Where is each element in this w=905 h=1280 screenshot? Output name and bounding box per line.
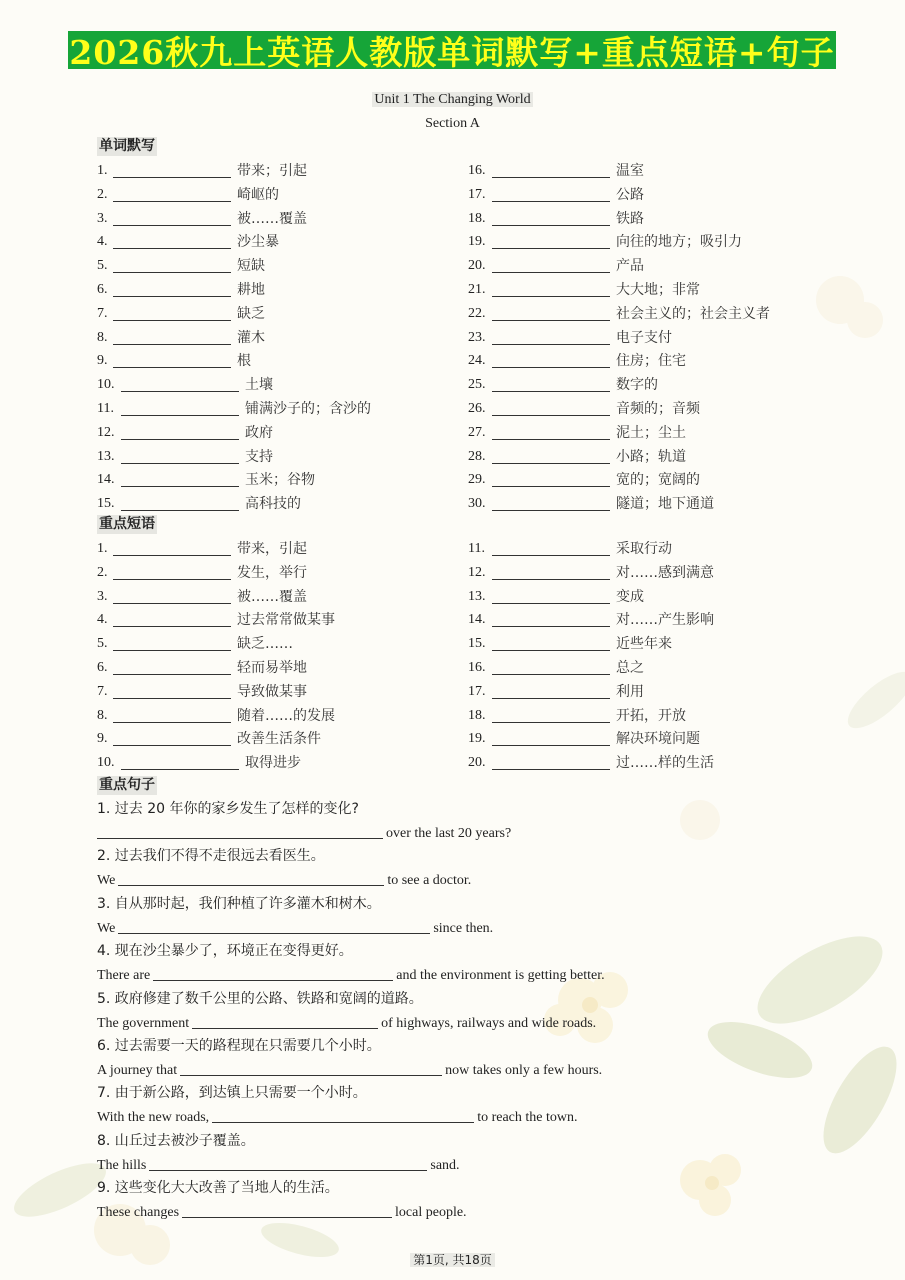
item-number: 14.	[97, 472, 115, 488]
chinese-meaning: 住房；住宅	[616, 353, 686, 370]
vocab-row	[97, 493, 301, 513]
item-number: 7.	[97, 305, 108, 321]
chinese-meaning: 隧道；地下通道	[616, 496, 714, 513]
answer-blank[interactable]	[113, 588, 231, 604]
item-number: 20.	[468, 258, 486, 274]
sentence-blank[interactable]	[212, 1108, 474, 1123]
vocab-row	[468, 609, 714, 629]
item-number: 6.	[97, 282, 108, 297]
vocab-row	[97, 705, 335, 725]
vocab-row	[468, 446, 686, 466]
vocab-row	[468, 350, 686, 370]
item-number: 12.	[97, 424, 115, 440]
section-title: Section A	[425, 116, 480, 131]
answer-blank[interactable]	[121, 448, 239, 464]
answer-blank[interactable]	[492, 281, 610, 297]
item-number: 21.	[468, 282, 486, 297]
vocab-row	[468, 231, 742, 251]
answer-blank[interactable]	[113, 257, 231, 273]
item-number: 8.	[97, 329, 108, 345]
sentence-suffix: since then.	[433, 920, 494, 936]
answer-blank[interactable]	[492, 210, 610, 226]
vocab-row	[468, 160, 644, 180]
item-number: 3.	[97, 588, 108, 604]
answer-blank[interactable]	[121, 376, 239, 392]
item-number: 8.	[97, 707, 108, 723]
item-number: 16.	[468, 163, 486, 178]
chinese-meaning: 取得进步	[245, 755, 301, 772]
chinese-meaning: 随着……的发展	[237, 707, 335, 724]
sentence-prompt	[97, 990, 423, 1009]
sentence-prompt	[97, 895, 381, 914]
answer-blank[interactable]	[492, 471, 610, 487]
chinese-meaning: 崎岖的	[237, 186, 279, 203]
answer-blank[interactable]	[113, 730, 231, 746]
chinese-meaning: 短缺	[237, 258, 265, 275]
item-number: 2.	[97, 564, 108, 580]
sentence-answer-line	[97, 1061, 602, 1080]
sentence-prefix: A journey that	[97, 1063, 178, 1078]
vocab-row	[468, 538, 672, 558]
chinese-meaning: 宽的；宽阔的	[616, 472, 700, 489]
sentence-blank[interactable]	[153, 966, 393, 981]
item-number: 24.	[468, 353, 486, 369]
vocab-row	[468, 184, 644, 204]
answer-blank[interactable]	[113, 635, 231, 651]
sentence-blank[interactable]	[118, 919, 430, 934]
sentence-prefix: There are	[97, 968, 151, 984]
answer-blank[interactable]	[121, 495, 239, 511]
sentence-prefix: These changes	[97, 1205, 180, 1221]
answer-blank[interactable]	[492, 376, 610, 392]
answer-blank[interactable]	[492, 540, 610, 556]
sentence-blank[interactable]	[149, 1156, 427, 1171]
sentences-heading: 重点句子	[99, 777, 155, 793]
vocab-row	[97, 231, 279, 251]
vocab-row	[97, 633, 293, 653]
chinese-meaning: 高科技的	[245, 496, 301, 513]
answer-blank[interactable]	[121, 424, 239, 440]
vocab-row	[468, 469, 700, 489]
sentence-prompt	[97, 1037, 381, 1056]
answer-blank[interactable]	[113, 707, 231, 723]
answer-blank[interactable]	[113, 611, 231, 627]
chinese-meaning: 向往的地方；吸引力	[616, 234, 742, 251]
vocab-row	[468, 657, 644, 677]
item-number: 18.	[468, 707, 486, 723]
item-number: 2.	[97, 186, 108, 202]
answer-blank[interactable]	[492, 233, 610, 249]
answer-blank[interactable]	[492, 564, 610, 580]
chinese-meaning: 数字的	[616, 377, 658, 394]
answer-blank[interactable]	[113, 210, 231, 226]
item-number: 11.	[97, 401, 114, 416]
vocab-row	[97, 184, 279, 204]
sentence-answer-line	[97, 966, 605, 985]
answer-blank[interactable]	[113, 540, 231, 556]
page-footer: 第1页, 共18页	[0, 1251, 905, 1268]
item-number: 13.	[468, 588, 486, 604]
item-number: 13.	[97, 448, 115, 464]
answer-blank[interactable]	[492, 707, 610, 723]
sentence-chinese: 4. 现在沙尘暴少了，环境正在变得更好。	[97, 943, 353, 960]
sentence-suffix: sand.	[430, 1157, 460, 1173]
sentence-blank[interactable]	[180, 1061, 442, 1076]
vocab-row	[97, 374, 273, 394]
sentence-prompt	[97, 1132, 255, 1151]
answer-blank[interactable]	[113, 281, 231, 297]
chinese-meaning: 总之	[616, 660, 644, 676]
answer-blank[interactable]	[113, 564, 231, 580]
item-number: 23.	[468, 329, 486, 345]
answer-blank[interactable]	[492, 329, 610, 345]
answer-blank[interactable]	[492, 659, 610, 675]
sentence-chinese: 8. 山丘过去被沙子覆盖。	[97, 1132, 255, 1149]
answer-blank[interactable]	[121, 400, 239, 416]
item-number: 14.	[468, 612, 486, 628]
vocab-row	[97, 657, 307, 677]
item-number: 11.	[468, 541, 485, 556]
item-number: 4.	[97, 612, 108, 628]
vocab-row	[468, 327, 672, 347]
vocab-row	[97, 728, 321, 748]
chinese-meaning: 支持	[245, 448, 273, 465]
chinese-meaning: 音频的；音频	[616, 401, 700, 417]
answer-blank[interactable]	[492, 588, 610, 604]
sentence-answer-line	[97, 824, 511, 843]
vocab-row	[468, 586, 644, 606]
chinese-meaning: 铺满沙子的；含沙的	[245, 401, 371, 417]
chinese-meaning: 改善生活条件	[237, 731, 321, 748]
chinese-meaning: 公路	[616, 186, 644, 203]
item-number: 6.	[97, 660, 108, 675]
sentence-prompt	[97, 1179, 339, 1198]
sentence-blank[interactable]	[118, 871, 384, 886]
sentence-prefix: The government	[97, 1015, 190, 1031]
vocab-row	[468, 255, 644, 275]
item-number: 15.	[97, 496, 115, 512]
chinese-meaning: 近些年来	[616, 636, 672, 653]
chinese-meaning: 开拓，开放	[616, 707, 686, 724]
vocab-row	[468, 752, 714, 772]
sentence-prompt	[97, 942, 353, 961]
words-heading: 单词默写	[99, 138, 155, 154]
chinese-meaning: 变成	[616, 588, 644, 605]
item-number: 10.	[97, 755, 115, 771]
vocab-row	[97, 208, 307, 228]
vocab-row	[97, 681, 307, 701]
chinese-meaning: 导致做某事	[237, 683, 307, 700]
chinese-meaning: 耕地	[237, 282, 265, 298]
chinese-meaning: 采取行动	[616, 541, 672, 557]
sentence-prefix: The hills	[97, 1157, 147, 1173]
answer-blank[interactable]	[121, 471, 239, 487]
chinese-meaning: 玉米；谷物	[245, 472, 315, 489]
answer-blank[interactable]	[492, 400, 610, 416]
answer-blank[interactable]	[113, 683, 231, 699]
vocab-row	[97, 422, 273, 442]
vocab-row	[468, 303, 770, 323]
chinese-meaning: 利用	[616, 683, 644, 700]
item-number: 9.	[97, 731, 108, 747]
sentence-suffix: to reach the town.	[477, 1110, 578, 1126]
answer-blank[interactable]	[492, 448, 610, 464]
vocab-row	[97, 562, 307, 582]
item-number: 16.	[468, 660, 486, 675]
answer-blank[interactable]	[492, 730, 610, 746]
vocab-row	[97, 586, 307, 606]
item-number: 26.	[468, 401, 486, 416]
vocab-row	[468, 633, 672, 653]
item-number: 5.	[97, 636, 108, 652]
vocab-row	[97, 446, 273, 466]
unit-title: Unit 1 The Changing World	[374, 92, 531, 107]
answer-blank[interactable]	[492, 611, 610, 627]
chinese-meaning: 带来；引起	[237, 163, 307, 179]
vocab-row	[468, 374, 658, 394]
vocab-row	[97, 469, 315, 489]
chinese-meaning: 产品	[616, 258, 644, 275]
sentence-answer-line	[97, 1203, 467, 1222]
sentence-blank[interactable]	[97, 824, 383, 839]
item-number: 17.	[468, 683, 486, 699]
sentence-suffix: and the environment is getting better.	[396, 968, 605, 984]
item-number: 30.	[468, 496, 486, 512]
chinese-meaning: 被……覆盖	[237, 588, 307, 605]
chinese-meaning: 社会主义的；社会主义者	[616, 305, 770, 322]
sentence-suffix: of highways, railways and wide roads.	[381, 1015, 597, 1031]
sentence-chinese: 6. 过去需要一天的路程现在只需要几个小时。	[97, 1038, 381, 1054]
sentence-prefix: With the new roads,	[97, 1110, 210, 1126]
vocab-row	[468, 422, 686, 442]
sentence-prompt	[97, 847, 325, 866]
item-number: 27.	[468, 424, 486, 440]
item-number: 19.	[468, 731, 486, 747]
sentence-chinese: 5. 政府修建了数千公里的公路、铁路和宽阔的道路。	[97, 990, 423, 1007]
chinese-meaning: 带来，引起	[237, 541, 307, 557]
chinese-meaning: 电子支付	[616, 329, 672, 346]
sentence-suffix: local people.	[395, 1205, 467, 1221]
item-number: 25.	[468, 377, 486, 393]
sentence-prefix: We	[97, 920, 116, 936]
vocab-row	[468, 705, 686, 725]
sentence-answer-line	[97, 919, 493, 938]
item-number: 7.	[97, 683, 108, 699]
answer-blank[interactable]	[492, 186, 610, 202]
item-number: 1.	[97, 163, 108, 178]
chinese-meaning: 解决环境问题	[616, 731, 700, 748]
answer-blank[interactable]	[113, 186, 231, 202]
vocab-row	[468, 493, 714, 513]
item-number: 3.	[97, 210, 108, 226]
item-number: 9.	[97, 353, 108, 369]
vocab-row	[468, 208, 644, 228]
page-title-banner: 2026秋九上英语人教版单词默写+重点短语+句子	[69, 32, 835, 69]
vocab-row	[97, 398, 371, 418]
chinese-meaning: 沙尘暴	[237, 234, 279, 251]
answer-blank[interactable]	[121, 754, 239, 770]
answer-blank[interactable]	[113, 162, 231, 178]
vocab-row	[97, 752, 301, 772]
item-number: 29.	[468, 472, 486, 488]
sentence-chinese: 7. 由于新公路，到达镇上只需要一个小时。	[97, 1085, 367, 1102]
vocab-row	[97, 538, 307, 558]
sentence-blank[interactable]	[192, 1014, 378, 1029]
chinese-meaning: 大大地；非常	[616, 282, 700, 298]
item-number: 20.	[468, 755, 486, 771]
chinese-meaning: 轻而易举地	[237, 660, 307, 676]
vocab-row	[97, 350, 251, 370]
sentence-prompt	[97, 800, 359, 819]
vocab-row	[97, 160, 307, 180]
item-number: 1.	[97, 541, 108, 556]
chinese-meaning: 政府	[245, 424, 273, 441]
sentence-suffix: over the last 20 years?	[386, 826, 512, 841]
vocab-row	[97, 255, 265, 275]
vocab-row	[97, 327, 265, 347]
vocab-row	[468, 562, 714, 582]
item-number: 4.	[97, 234, 108, 250]
sentence-chinese: 2. 过去我们不得不走很远去看医生。	[97, 848, 325, 865]
answer-blank[interactable]	[113, 329, 231, 345]
sentence-suffix: now takes only a few hours.	[445, 1063, 603, 1078]
sentence-suffix: to see a doctor.	[387, 873, 472, 889]
item-number: 15.	[468, 636, 486, 652]
item-number: 18.	[468, 210, 486, 226]
vocab-row	[97, 303, 265, 323]
item-number: 28.	[468, 448, 486, 464]
chinese-meaning: 温室	[616, 163, 644, 179]
chinese-meaning: 对……产生影响	[616, 612, 714, 629]
sentence-chinese: 1. 过去 20 年你的家乡发生了怎样的变化?	[97, 801, 359, 817]
answer-blank[interactable]	[492, 305, 610, 321]
item-number: 10.	[97, 377, 115, 393]
chinese-meaning: 铁路	[616, 210, 644, 227]
chinese-meaning: 被……覆盖	[237, 210, 307, 227]
sentence-blank[interactable]	[182, 1203, 392, 1218]
chinese-meaning: 缺乏	[237, 305, 265, 322]
answer-blank[interactable]	[492, 495, 610, 511]
chinese-meaning: 对……感到满意	[616, 564, 714, 581]
chinese-meaning: 小路；轨道	[616, 448, 686, 465]
vocab-row	[468, 681, 644, 701]
item-number: 22.	[468, 305, 486, 321]
sentence-answer-line	[97, 1108, 577, 1127]
chinese-meaning: 过去常常做某事	[237, 612, 335, 629]
sentence-prompt	[97, 1084, 367, 1103]
item-number: 5.	[97, 258, 108, 274]
answer-blank[interactable]	[492, 424, 610, 440]
chinese-meaning: 土壤	[245, 377, 273, 394]
answer-blank[interactable]	[492, 683, 610, 699]
chinese-meaning: 过……样的生活	[616, 755, 714, 772]
item-number: 19.	[468, 234, 486, 250]
sentence-chinese: 9. 这些变化大大改善了当地人的生活。	[97, 1180, 339, 1197]
sentence-prefix: We	[97, 873, 116, 889]
chinese-meaning: 泥土；尘土	[616, 424, 686, 441]
answer-blank[interactable]	[113, 233, 231, 249]
sentence-chinese: 3. 自从那时起，我们种植了许多灌木和树木。	[97, 895, 381, 912]
answer-blank[interactable]	[492, 352, 610, 368]
vocab-row	[468, 279, 700, 299]
sentence-answer-line	[97, 1014, 596, 1033]
answer-blank[interactable]	[492, 257, 610, 273]
vocab-row	[97, 609, 335, 629]
chinese-meaning: 缺乏……	[237, 636, 293, 653]
sentence-answer-line	[97, 1156, 460, 1175]
item-number: 12.	[468, 564, 486, 580]
answer-blank[interactable]	[113, 352, 231, 368]
chinese-meaning: 根	[237, 353, 251, 370]
chinese-meaning: 灌木	[237, 329, 265, 346]
vocab-row	[97, 279, 265, 299]
item-number: 17.	[468, 186, 486, 202]
phrases-heading: 重点短语	[99, 516, 155, 532]
sentence-answer-line	[97, 871, 471, 890]
vocab-row	[468, 728, 700, 748]
answer-blank[interactable]	[492, 635, 610, 651]
answer-blank[interactable]	[113, 659, 231, 675]
chinese-meaning: 发生，举行	[237, 564, 307, 581]
answer-blank[interactable]	[113, 305, 231, 321]
vocab-row	[468, 398, 700, 418]
answer-blank[interactable]	[492, 162, 610, 178]
answer-blank[interactable]	[492, 754, 610, 770]
